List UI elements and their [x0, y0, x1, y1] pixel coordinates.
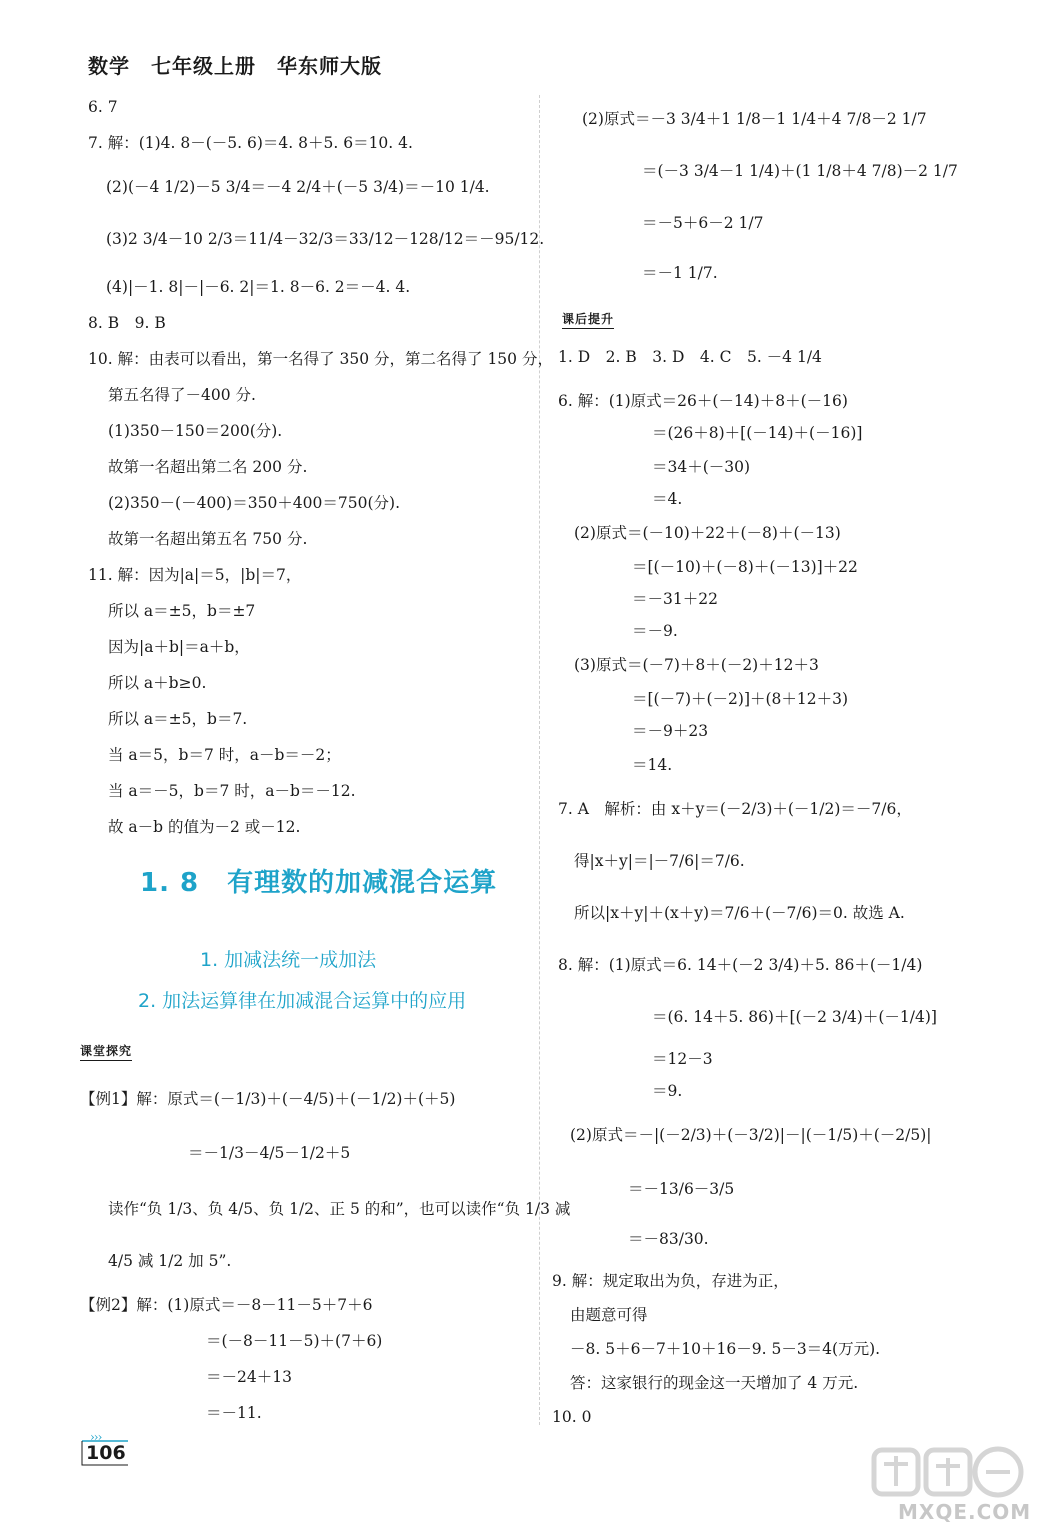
- answer-line: ＝34＋(－30): [652, 458, 751, 476]
- answer-line: (2)原式＝－|(－2/3)＋(－3/2)|－|(－1/5)＋(－2/5)|: [570, 1126, 932, 1144]
- answer-line: 4/5 减 1/2 加 5”.: [108, 1252, 232, 1270]
- answer-line: ＝－1/3－4/5－1/2＋5: [188, 1144, 351, 1162]
- answer-line: (4)|－1. 8|－|－6. 2|＝1. 8－6. 2＝－4. 4.: [106, 278, 411, 296]
- answer-line: ＝－1 1/7.: [642, 264, 718, 282]
- answer-line: 10. 0: [552, 1408, 592, 1426]
- answer-line: 故第一名超出第二名 200 分.: [108, 458, 308, 476]
- section-name: 有理数的加减混合运算: [227, 868, 498, 898]
- answer-line: 6. 7: [88, 98, 118, 116]
- answer-line: ＝－13/6－3/5: [628, 1180, 735, 1198]
- answer-line: ＝[(－10)＋(－8)＋(－13)]＋22: [632, 558, 858, 576]
- answer-line: ＝9.: [652, 1082, 683, 1100]
- answer-line: 6. 解：(1)原式＝26＋(－14)＋8＋(－16): [558, 392, 848, 410]
- watermark-site: MXQE.COM: [898, 1500, 1032, 1524]
- answer-line: (2)原式＝(－10)＋22＋(－8)＋(－13): [574, 524, 841, 542]
- section-number: 1. 8: [140, 868, 200, 898]
- answer-line: 故 a－b 的值为－2 或－12.: [108, 818, 301, 836]
- subtitle-2: 2. 加法运算律在加减混合运算中的应用: [138, 990, 467, 1012]
- answer-line: 8. B 9. B: [88, 314, 166, 332]
- page-arrows-icon: ›››: [90, 1430, 102, 1444]
- answer-line: (1)350－150＝200(分).: [108, 422, 283, 440]
- answer-line: 读作“负 1/3、负 4/5、负 1/2、正 5 的和”，也可以读作“负 1/3 减: [108, 1200, 571, 1218]
- answer-line: 所以 a＝±5，b＝±7: [108, 602, 256, 620]
- section-tag: 课堂探究: [80, 1042, 132, 1061]
- answer-line: 【例1】解：原式＝(－1/3)＋(－4/5)＋(－1/2)＋(＋5): [80, 1090, 456, 1108]
- answer-line: 由题意可得: [570, 1306, 648, 1324]
- answer-line: 7. A 解析：由 x＋y＝(－2/3)＋(－1/2)＝－7/6，: [558, 800, 912, 818]
- answer-line: 【例2】解：(1)原式＝－8－11－5＋7＋6: [80, 1296, 373, 1314]
- answer-line: ＝－31＋22: [632, 590, 718, 608]
- answer-line: 9. 解：规定取出为负，存进为正，: [552, 1272, 789, 1290]
- answer-line: ＝(－3 3/4－1 1/4)＋(1 1/8＋4 7/8)－2 1/7: [642, 162, 958, 180]
- answer-line: ＝(－8－11－5)＋(7＋6): [206, 1332, 383, 1350]
- answer-line: 当 a＝－5，b＝7 时，a－b＝－12.: [108, 782, 356, 800]
- answer-line: 当 a＝5，b＝7 时，a－b＝－2；: [108, 746, 341, 764]
- answer-line: ＝14.: [632, 756, 673, 774]
- answer-line: ＝(26＋8)＋[(－14)＋(－16)]: [652, 424, 863, 442]
- answer-line: (3)原式＝(－7)＋8＋(－2)＋12＋3: [574, 656, 819, 674]
- answer-line: 故第一名超出第五名 750 分.: [108, 530, 308, 548]
- answer-line: ＝－24＋13: [206, 1368, 292, 1386]
- answer-line: ＝(6. 14＋5. 86)＋[(－2 3/4)＋(－1/4)]: [652, 1008, 937, 1026]
- answer-line: 第五名得了－400 分.: [108, 386, 256, 404]
- answer-line: ＝－9.: [632, 622, 678, 640]
- answer-line: ＝12－3: [652, 1050, 713, 1068]
- section-title: [140, 862, 497, 899]
- answer-line: ＝－11.: [206, 1404, 262, 1422]
- answer-line: ＝－5＋6－2 1/7: [642, 214, 764, 232]
- section-tag: 课后提升: [562, 310, 614, 329]
- answer-line: 11. 解：因为|a|＝5，|b|＝7，: [88, 566, 302, 584]
- column-divider: [539, 95, 540, 1425]
- answer-line: 所以 a＋b≥0.: [108, 674, 207, 692]
- answer-line: 1. D 2. B 3. D 4. C 5. －4 1/4: [558, 348, 822, 366]
- answer-line: (2)350－(－400)＝350＋400＝750(分).: [108, 494, 400, 512]
- answer-line: (3)2 3/4－10 2/3＝11/4－32/3＝33/12－128/12＝－95/12.: [106, 230, 545, 248]
- answer-line: 所以 a＝±5，b＝7.: [108, 710, 248, 728]
- answer-line: ＝[(－7)＋(－2)]＋(8＋12＋3): [632, 690, 849, 708]
- answer-line: －8. 5＋6－7＋10＋16－9. 5－3＝4(万元).: [570, 1340, 881, 1358]
- answer-line: (2)(－4 1/2)－5 3/4＝－4 2/4＋(－5 3/4)＝－10 1/4.: [106, 178, 490, 196]
- answer-line: 7. 解：(1)4. 8－(－5. 6)＝4. 8＋5. 6＝10. 4.: [88, 134, 413, 152]
- answer-line: ＝－83/30.: [628, 1230, 709, 1248]
- answer-line: ＝4.: [652, 490, 683, 508]
- answer-line: 得|x＋y|＝|－7/6|＝7/6.: [574, 852, 745, 870]
- answer-line: ＝－9＋23: [632, 722, 709, 740]
- answer-line: 答：这家银行的现金这一天增加了 4 万元.: [570, 1374, 859, 1392]
- answer-line: (2)原式＝－3 3/4＋1 1/8－1 1/4＋4 7/8－2 1/7: [582, 110, 927, 128]
- answer-line: 因为|a＋b|＝a＋b，: [108, 638, 250, 656]
- answer-line: 10. 解：由表可以看出，第一名得了 350 分，第二名得了 150 分，: [88, 350, 553, 368]
- answer-line: 所以|x＋y|＋(x＋y)＝7/6＋(－7/6)＝0. 故选 A.: [574, 904, 905, 922]
- page-number: 106: [86, 1442, 126, 1464]
- subtitle-1: 1. 加减法统一成加法: [200, 949, 377, 971]
- answer-line: 8. 解：(1)原式＝6. 14＋(－2 3/4)＋5. 86＋(－1/4): [558, 956, 923, 974]
- page-header: 数学 七年级上册 华东师大版: [88, 54, 382, 78]
